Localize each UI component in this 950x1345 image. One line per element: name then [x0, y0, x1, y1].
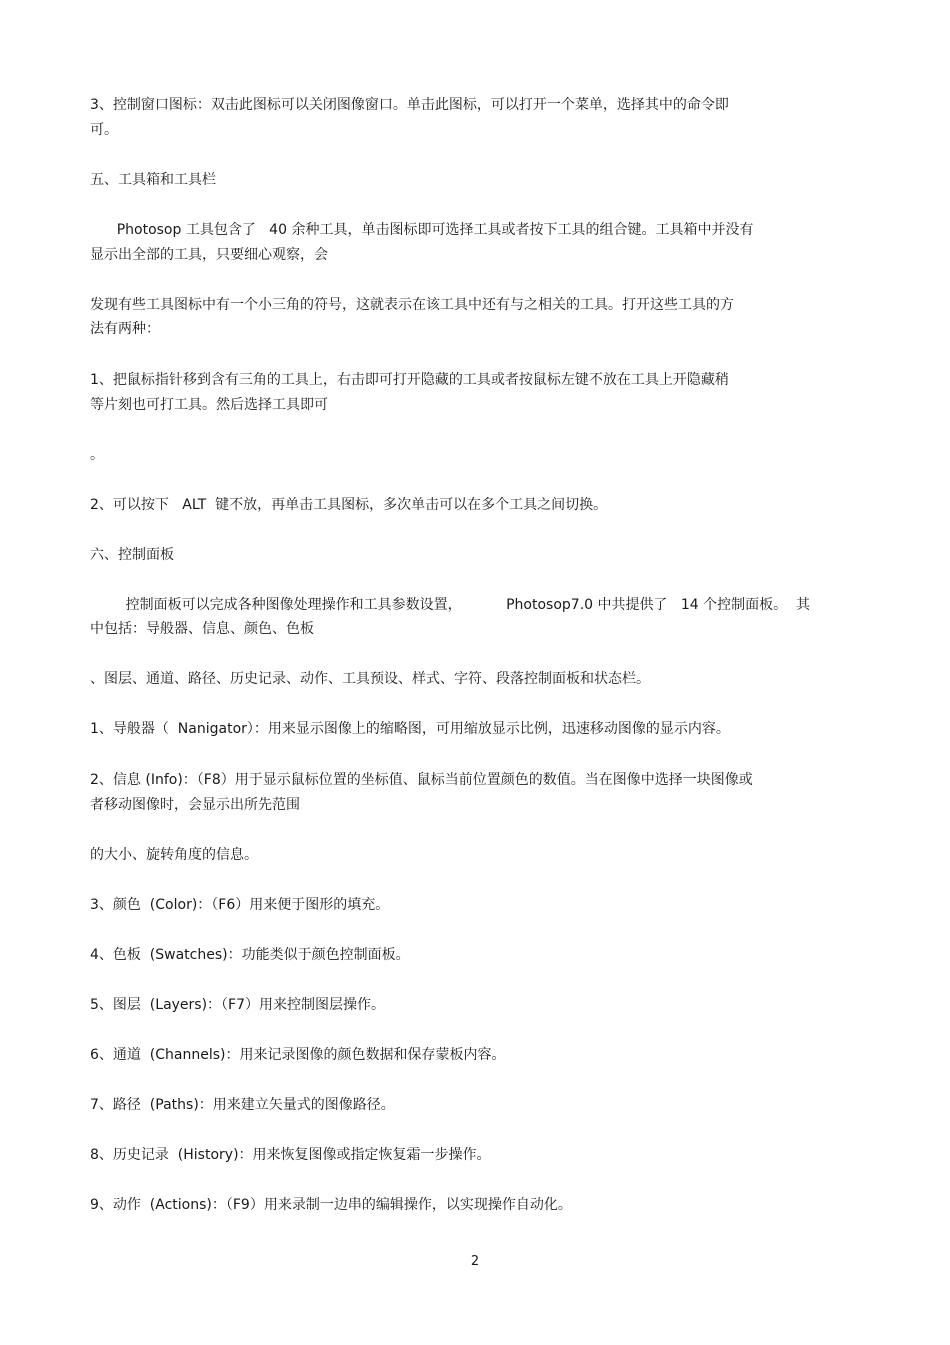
text-line: 2、可以按下 ALT 键不放，再单击工具图标，多次单击可以在多个工具之间切换。 — [90, 497, 608, 513]
text-line: 法有两种： — [90, 321, 160, 337]
section-heading: 六、控制面板 — [90, 547, 174, 563]
text-line: 、图层、通道、路径、历史记录、动作、工具预设、样式、字符、段落控制面板和状态栏。 — [90, 671, 650, 687]
text-line: 7、路径 (Paths)：用来建立矢量式的图像路径。 — [90, 1097, 395, 1113]
text-line: 等片刻也可打工具。然后选择工具即可 — [90, 397, 328, 413]
text-line: 8、历史记录 (History)：用来恢复图像或指定恢复霜一步操作。 — [90, 1147, 491, 1163]
text-line: 控制面板可以完成各种图像处理操作和工具参数设置， Photosop7.0 中共提供了 14 个控制面板。 其 — [90, 597, 811, 613]
section-heading: 五、工具箱和工具栏 — [90, 172, 216, 188]
text-line: 的大小、旋转角度的信息。 — [90, 847, 258, 863]
text-line: 5、图层 (Layers)：（F7）用来控制图层操作。 — [90, 997, 386, 1013]
text-line: 1、把鼠标指针移到含有三角的工具上，右击即可打开隐藏的工具或者按鼠标左键不放在工具上开隐藏稍 — [90, 372, 729, 388]
text-line: 1、导般器（ Nanigator）：用来显示图像上的缩略图，可用缩放显示比例，迅速移动图像的显示内容。 — [90, 721, 730, 737]
text-line: 可。 — [90, 122, 118, 138]
text-line: 9、动作 (Actions)：（F9）用来录制一边串的编辑操作，以实现操作自动化。 — [90, 1197, 572, 1213]
text-line: 发现有些工具图标中有一个小三角的符号，这就表示在该工具中还有与之相关的工具。打开这些工具的方 — [90, 297, 734, 313]
text-line: 4、色板 (Swatches)：功能类似于颜色控制面板。 — [90, 947, 410, 963]
page-number: 2 — [470, 1254, 480, 1269]
text-line: 2、信息 (Info)：（F8）用于显示鼠标位置的坐标值、鼠标当前位置颜色的数值。当在图像中选择一块图像或 — [90, 772, 753, 788]
text-line: 。 — [90, 447, 104, 463]
text-line: 3、颜色 (Color)：（F6）用来便于图形的填充。 — [90, 897, 390, 913]
text-line: 中包括：导般器、信息、颜色、色板 — [90, 621, 314, 637]
text-line: 显示出全部的工具，只要细心观察，会 — [90, 247, 328, 263]
text-line: Photosop 工具包含了 40 余种工具，单击图标即可选择工具或者按下工具的组合键。工具箱中并没有 — [90, 222, 754, 238]
text-line: 3、控制窗口图标：双击此图标可以关闭图像窗口。单击此图标，可以打开一个菜单，选择其中的命令即 — [90, 97, 729, 113]
text-line: 6、通道 (Channels)：用来记录图像的颜色数据和保存蒙板内容。 — [90, 1047, 506, 1063]
text-line: 者移动图像时，会显示出所先范围 — [90, 797, 300, 813]
